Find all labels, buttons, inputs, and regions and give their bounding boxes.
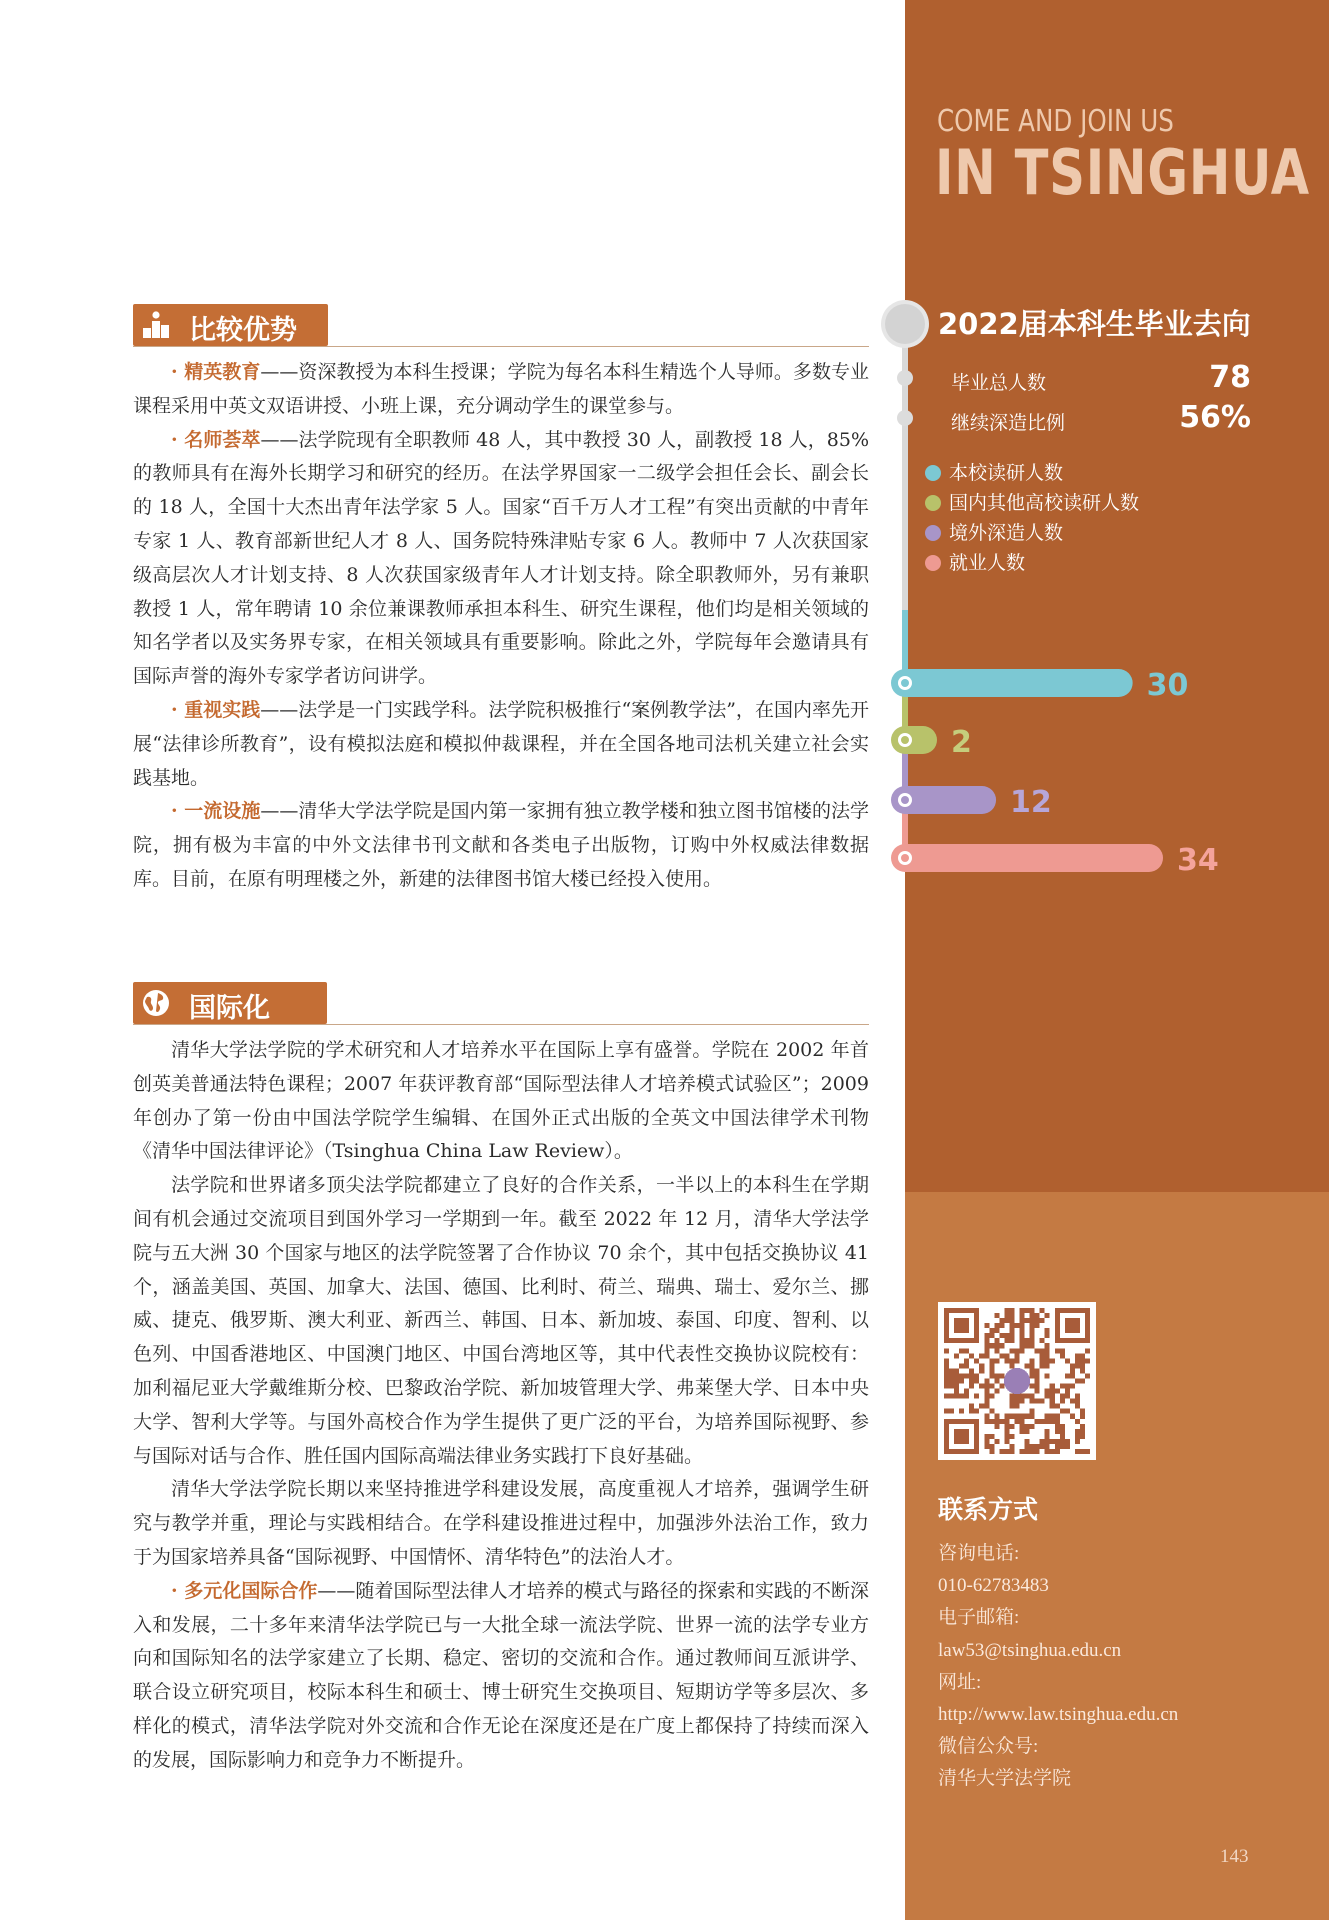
bar-value-label: 2 — [951, 725, 972, 760]
section-rule — [133, 346, 869, 347]
timeline-top-node-inner — [885, 304, 925, 344]
term: · 多元化国际合作 — [171, 1579, 318, 1602]
para-intl-partners: 法学院和世界诸多顶尖法学院都建立了良好的合作关系，一半以上的本科生在学期间有机会通过交流项目到国外学习一学期到一年。截至 2022 年 12 月，清华大学法学院与五大洲 30 个国家与地区的法学院签署了合作协议 70 余个，其中包括交换协议 41 个，涵盖美国、英国、加拿大、法国、德国、比利时、荷兰、瑞典、瑞士、爱尔兰、挪威、捷克、俄罗斯、澳大利亚、新西兰、韩国、日本、新加坡、泰国、印度、智利、以色列、中国香港地区、中国澳门地区、中国台湾地区等，其中代表性交换协议院校有：加利福尼亚大学戴维斯分校、巴黎政治学院、新加坡管理大学、弗莱堡大学、日本中央大学、智利大学等。与国外高校合作为学生提供了更广泛的平台，为培养国际视野、参与国际对话与合作、胜任国内国际高端法律业务实践打下良好基础。 — [133, 1174, 869, 1467]
legend-label: 本校读研人数 — [949, 462, 1064, 484]
stat-total-label: 毕业总人数 — [951, 372, 1047, 394]
term: · 重视实践 — [171, 698, 261, 721]
contact-email: law53@tsinghua.edu.cn — [938, 1639, 1122, 1661]
term: · 一流设施 — [171, 800, 261, 823]
stat-rate-label: 继续深造比例 — [951, 412, 1066, 434]
para-facilities: · 一流设施——清华大学法学院是国内第一家拥有独立教学楼和独立图书馆楼的法学院，拥有极为丰富的中外文法律书刊文献和各类电子出版物，订购中外权威法律数据库。目前，在原有明理楼之外，新建的法律图书馆大楼已经投入使用。 — [133, 800, 869, 890]
bar — [891, 726, 937, 754]
page-number: 143 — [1220, 1846, 1249, 1867]
stat-total — [951, 360, 1251, 394]
section-intl-title: 国际化 — [189, 993, 270, 1024]
globe-icon — [141, 988, 171, 1018]
ranking-podium-icon — [141, 310, 171, 340]
para-intl-reputation: 清华大学法学院的学术研究和人才培养水平在国际上享有盛誉。学院在 2002 年首创英美普通法特色课程；2007 年获评教育部“国际型法律人才培养模式试验区”；2009 年创办了第一份由中国法学院学生编辑、在国外正式出版的全英文中国法律学术刊物《清华中国法律评论》（Tsinghua China Law Review）。 — [133, 1039, 869, 1163]
contact-info — [938, 1538, 1178, 1796]
legend-dot — [925, 525, 941, 541]
bar-node-center — [901, 854, 909, 862]
legend-dot — [925, 465, 941, 481]
bar-node-center — [901, 796, 909, 804]
stat-rate-value: 56% — [1179, 400, 1251, 435]
legend-item — [925, 458, 1063, 484]
contact-phone-label: 咨询电话: — [938, 1543, 1020, 1564]
stat-rate — [951, 400, 1251, 434]
stat-total-value: 78 — [1209, 360, 1251, 395]
contact-email-label: 电子邮箱: — [938, 1607, 1020, 1629]
para-elite-education: · 精英教育——资深教授为本科生授课；学院为每名本科生精选个人导师。多数专业课程采用中英文双语讲授、小班上课，充分调动学生的课堂参与。 — [133, 361, 869, 417]
tagline-top: COME AND JOIN US — [937, 104, 1174, 139]
contact-title: 联系方式 — [938, 1495, 1039, 1524]
bar — [891, 844, 1163, 872]
para-practice: · 重视实践——法学是一门实践学科。法学院积极推行“案例教学法”，在国内率先开展“法律诊所教育”，设有模拟法庭和模拟仲裁课程，并在全国各地司法机关建立社会实践基地。 — [133, 698, 869, 789]
contact-phone: 010-62783483 — [938, 1575, 1049, 1597]
para-faculty: · 名师荟萃——法学院现有全职教师 48 人，其中教授 30 人，副教授 18 人，85% 的教师具有在海外长期学习和研究的经历。在法学界国家一二级学会担任会长、副会长的 18 人，全国十大杰出青年法学家 5 人。国家“百千万人才工程”有突出贡献的中青年专家 1 人、教育部新世纪人才 8 人、国务院特殊津贴专家 6 人。教师中 7 人次获国家级高层次人才计划支持、8 人次获国家级青年人才计划支持。除全职教师外，另有兼职教授 1 人，常年聘请 10 余位兼课教师承担本科生、研究生课程，他们均是相关领域的知名学者以及实务界专家，在相关领域具有重要影响。除此之外，学院每年会邀请具有国际声誉的海外专家学者访问讲学。 — [133, 428, 870, 688]
section-rule — [133, 1024, 869, 1025]
legend-dot — [925, 555, 941, 571]
para-intl-discipline: 清华大学法学院长期以来坚持推进学科建设发展，高度重视人才培养，强调学生研究与教学并重，理论与实践相结合。在学科建设推进过程中，加强涉外法治工作，致力于为国家培养具备“国际视野、中国情怀、清华特色”的法治人才。 — [133, 1478, 869, 1568]
bar-node-center — [901, 679, 909, 687]
section-advantage-body — [133, 356, 869, 897]
timeline-node — [897, 410, 913, 426]
para-intl-cooperation: · 多元化国际合作——随着国际型法律人才培养的模式与路径的探索和实践的不断深入和发展，二十多年来清华法学院已与一大批全球一流法学院、世界一流的法学专业方向和国际知名的法学家建立了长期、稳定、密切的交流和合作。通过教师间互派讲学、联合设立研究项目，校际本科生和硕士、博士研究生交换项目、短期访学等多层次、多样化的模式，清华法学院对外交流和合作无论在深度还是在广度上都保持了持续而深入的发展，国际影响力和竞争力不断提升。 — [133, 1579, 869, 1771]
legend-item — [925, 548, 1025, 574]
legend-item — [925, 488, 1139, 514]
stats-title: 2022届本科生毕业去向 — [938, 307, 1251, 341]
bar-value-label: 30 — [1146, 668, 1189, 703]
qr-code-icon — [938, 1302, 1096, 1460]
contact-website-label: 网址: — [938, 1671, 982, 1693]
term: · 精英教育 — [171, 361, 261, 383]
legend-label: 国内其他高校读研人数 — [949, 492, 1140, 514]
timeline-node — [897, 370, 913, 386]
legend-label: 境外深造人数 — [949, 522, 1064, 544]
legend-item — [925, 518, 1063, 544]
bar — [891, 669, 1133, 697]
term: · 名师荟萃 — [171, 428, 261, 451]
contact-wechat: 清华大学法学院 — [938, 1768, 1072, 1790]
bar-node-center — [901, 736, 909, 744]
tagline-main: IN TSINGHUA — [935, 136, 1310, 209]
legend-label: 就业人数 — [949, 552, 1026, 574]
bar-value-label: 34 — [1177, 843, 1219, 878]
section-advantage-title: 比较优势 — [189, 315, 297, 346]
section-intl-body — [133, 1034, 869, 1778]
contact-wechat-label: 微信公众号: — [938, 1736, 1039, 1758]
contact-website: http://www.law.tsinghua.edu.cn — [938, 1704, 1179, 1726]
bar-value-label: 12 — [1010, 785, 1052, 820]
legend-dot — [925, 495, 941, 511]
